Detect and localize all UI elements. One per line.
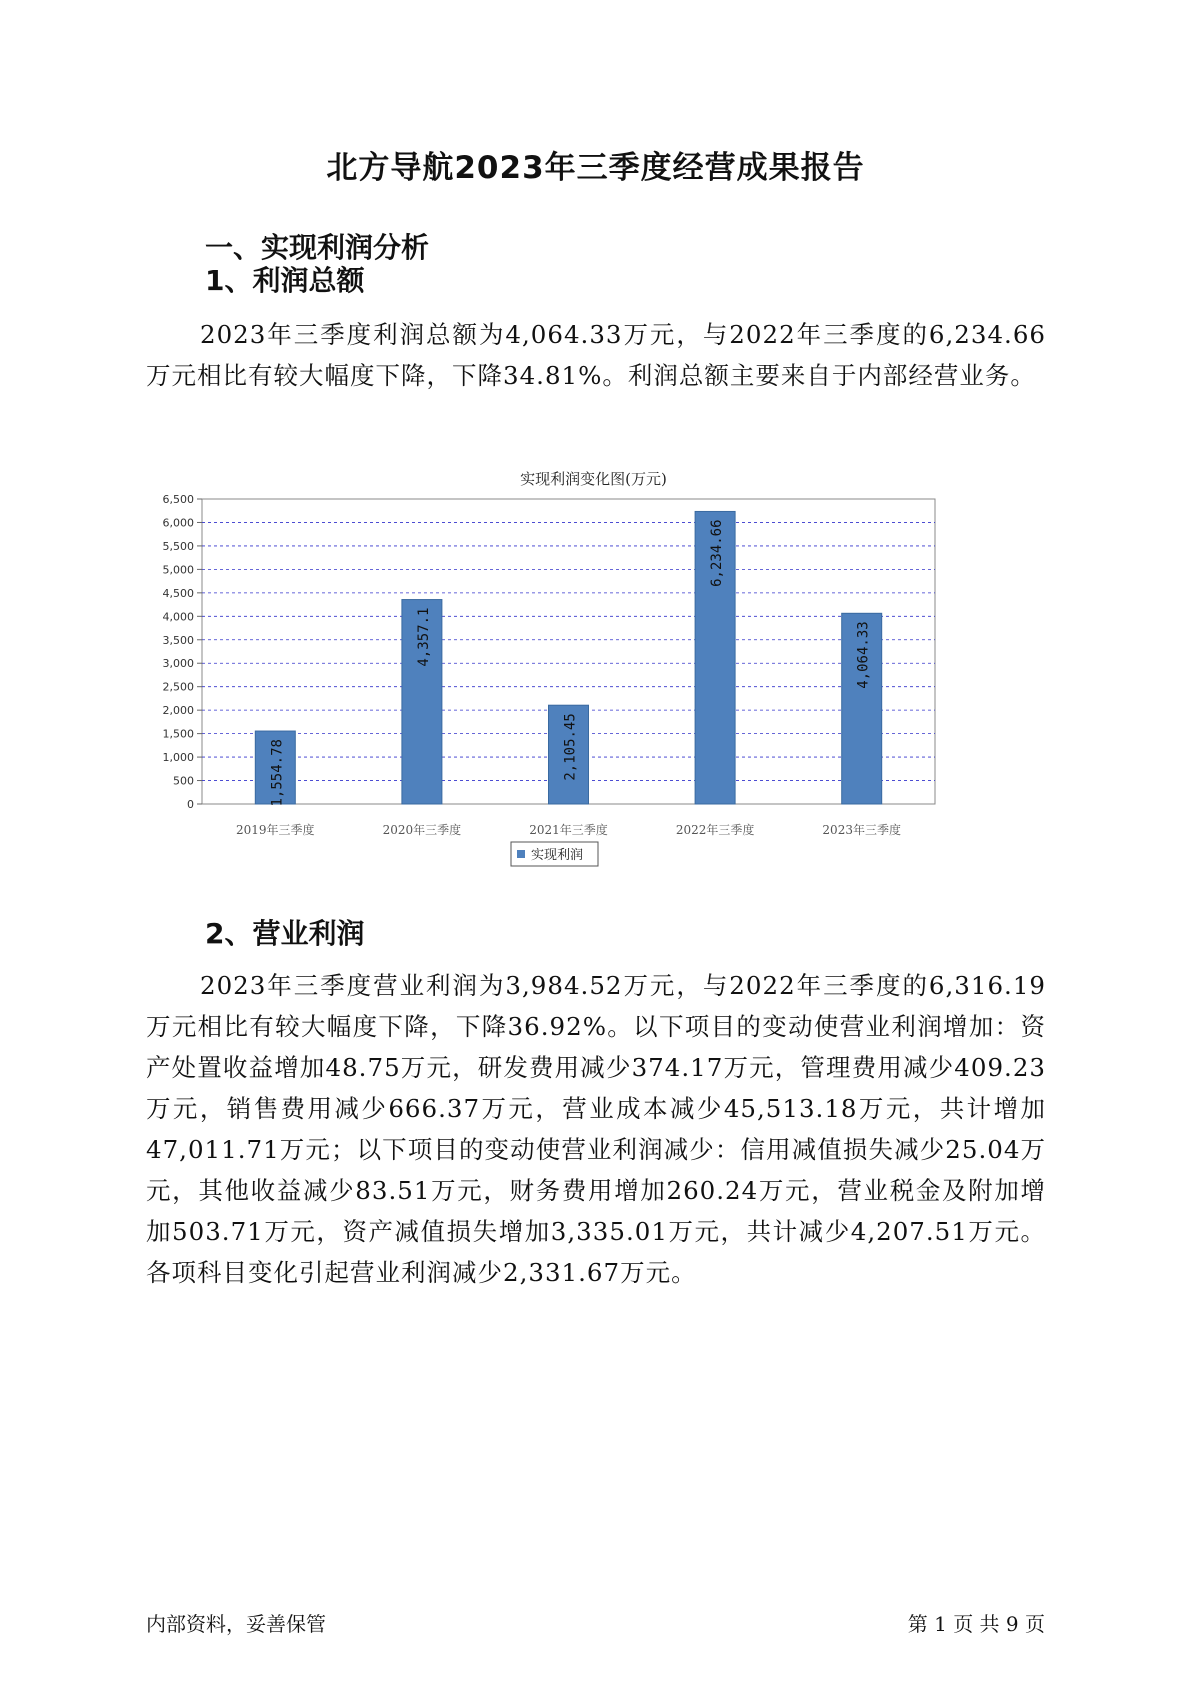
- document-title: 北方导航2023年三季度经营成果报告: [326, 150, 865, 186]
- y-tick-label: 0: [187, 798, 194, 811]
- subsection-heading-total-profit: 1、利润总额: [205, 264, 365, 297]
- y-tick-label: 3,500: [162, 633, 194, 647]
- bar-value-label: 1,554.78: [269, 739, 286, 807]
- y-tick-label: 1,000: [162, 751, 194, 765]
- x-tick-label: 2022年三季度: [675, 823, 755, 837]
- y-tick-label: 5,000: [162, 563, 194, 577]
- footer-page-number: 第 1 页 共 9 页: [907, 1612, 1045, 1636]
- y-tick-label: 5,500: [162, 539, 194, 553]
- x-tick-label: 2019年三季度: [236, 823, 315, 837]
- section-heading-profit-analysis: 一、实现利润分析: [205, 231, 430, 264]
- y-tick-label: 6,500: [162, 493, 194, 506]
- y-tick-label: 3,000: [162, 657, 194, 671]
- y-tick-label: 2,000: [162, 704, 194, 718]
- bar-value-label: 6,234.66: [709, 519, 726, 587]
- operating-profit-paragraph: 2023年三季度营业利润为3,984.52万元，与2022年三季度的6,316.19万元相比有较大幅度下降，下降36.92%。以下项目的变动使营业利润增加：资产处置收益增加48.75万元，研发费用减少374.17万元，管理费用减少409.23万元，销售费用减少666.37万元，营业成本减少45,513.18万元，共计增加47,011.71万元；以下项目的变动使营业利润减少：信用减值损失减少25.04万元，其他收益减少83.51万元，财务费用增加260.24万元，营业税金及附加增加503.71万元，资产减值损失增加3,335.01万元，共计减少4,207.51万元。各项科目变化引起营业利润减少2,331.67万元。: [146, 971, 1046, 1287]
- bar-value-label: 4,357.1: [415, 607, 432, 667]
- chart-title: 实现利润变化图(万元): [520, 470, 667, 488]
- legend-swatch: [517, 850, 525, 858]
- y-tick-label: 1,500: [162, 727, 194, 741]
- y-tick-label: 2,500: [162, 680, 194, 694]
- footer-confidential-note: 内部资料，妥善保管: [146, 1612, 326, 1636]
- y-tick-label: 6,000: [162, 516, 194, 530]
- bar-value-label: 2,105.45: [562, 713, 579, 781]
- x-tick-label: 2023年三季度: [822, 823, 901, 837]
- y-tick-label: 500: [173, 774, 194, 788]
- profit-bar-chart: [146, 470, 1046, 890]
- total-profit-paragraph: 2023年三季度利润总额为4,064.33万元，与2022年三季度的6,234.66万元相比有较大幅度下降，下降34.81%。利润总额主要来自于内部经营业务。: [146, 320, 1046, 390]
- y-tick-label: 4,000: [162, 610, 194, 624]
- bar-value-label: 4,064.33: [855, 621, 872, 689]
- x-tick-label: 2020年三季度: [382, 823, 462, 837]
- legend-label: 实现利润: [531, 848, 584, 863]
- y-tick-label: 4,500: [162, 586, 194, 600]
- subsection-heading-operating-profit: 2、营业利润: [205, 917, 365, 950]
- x-tick-label: 2021年三季度: [529, 823, 608, 837]
